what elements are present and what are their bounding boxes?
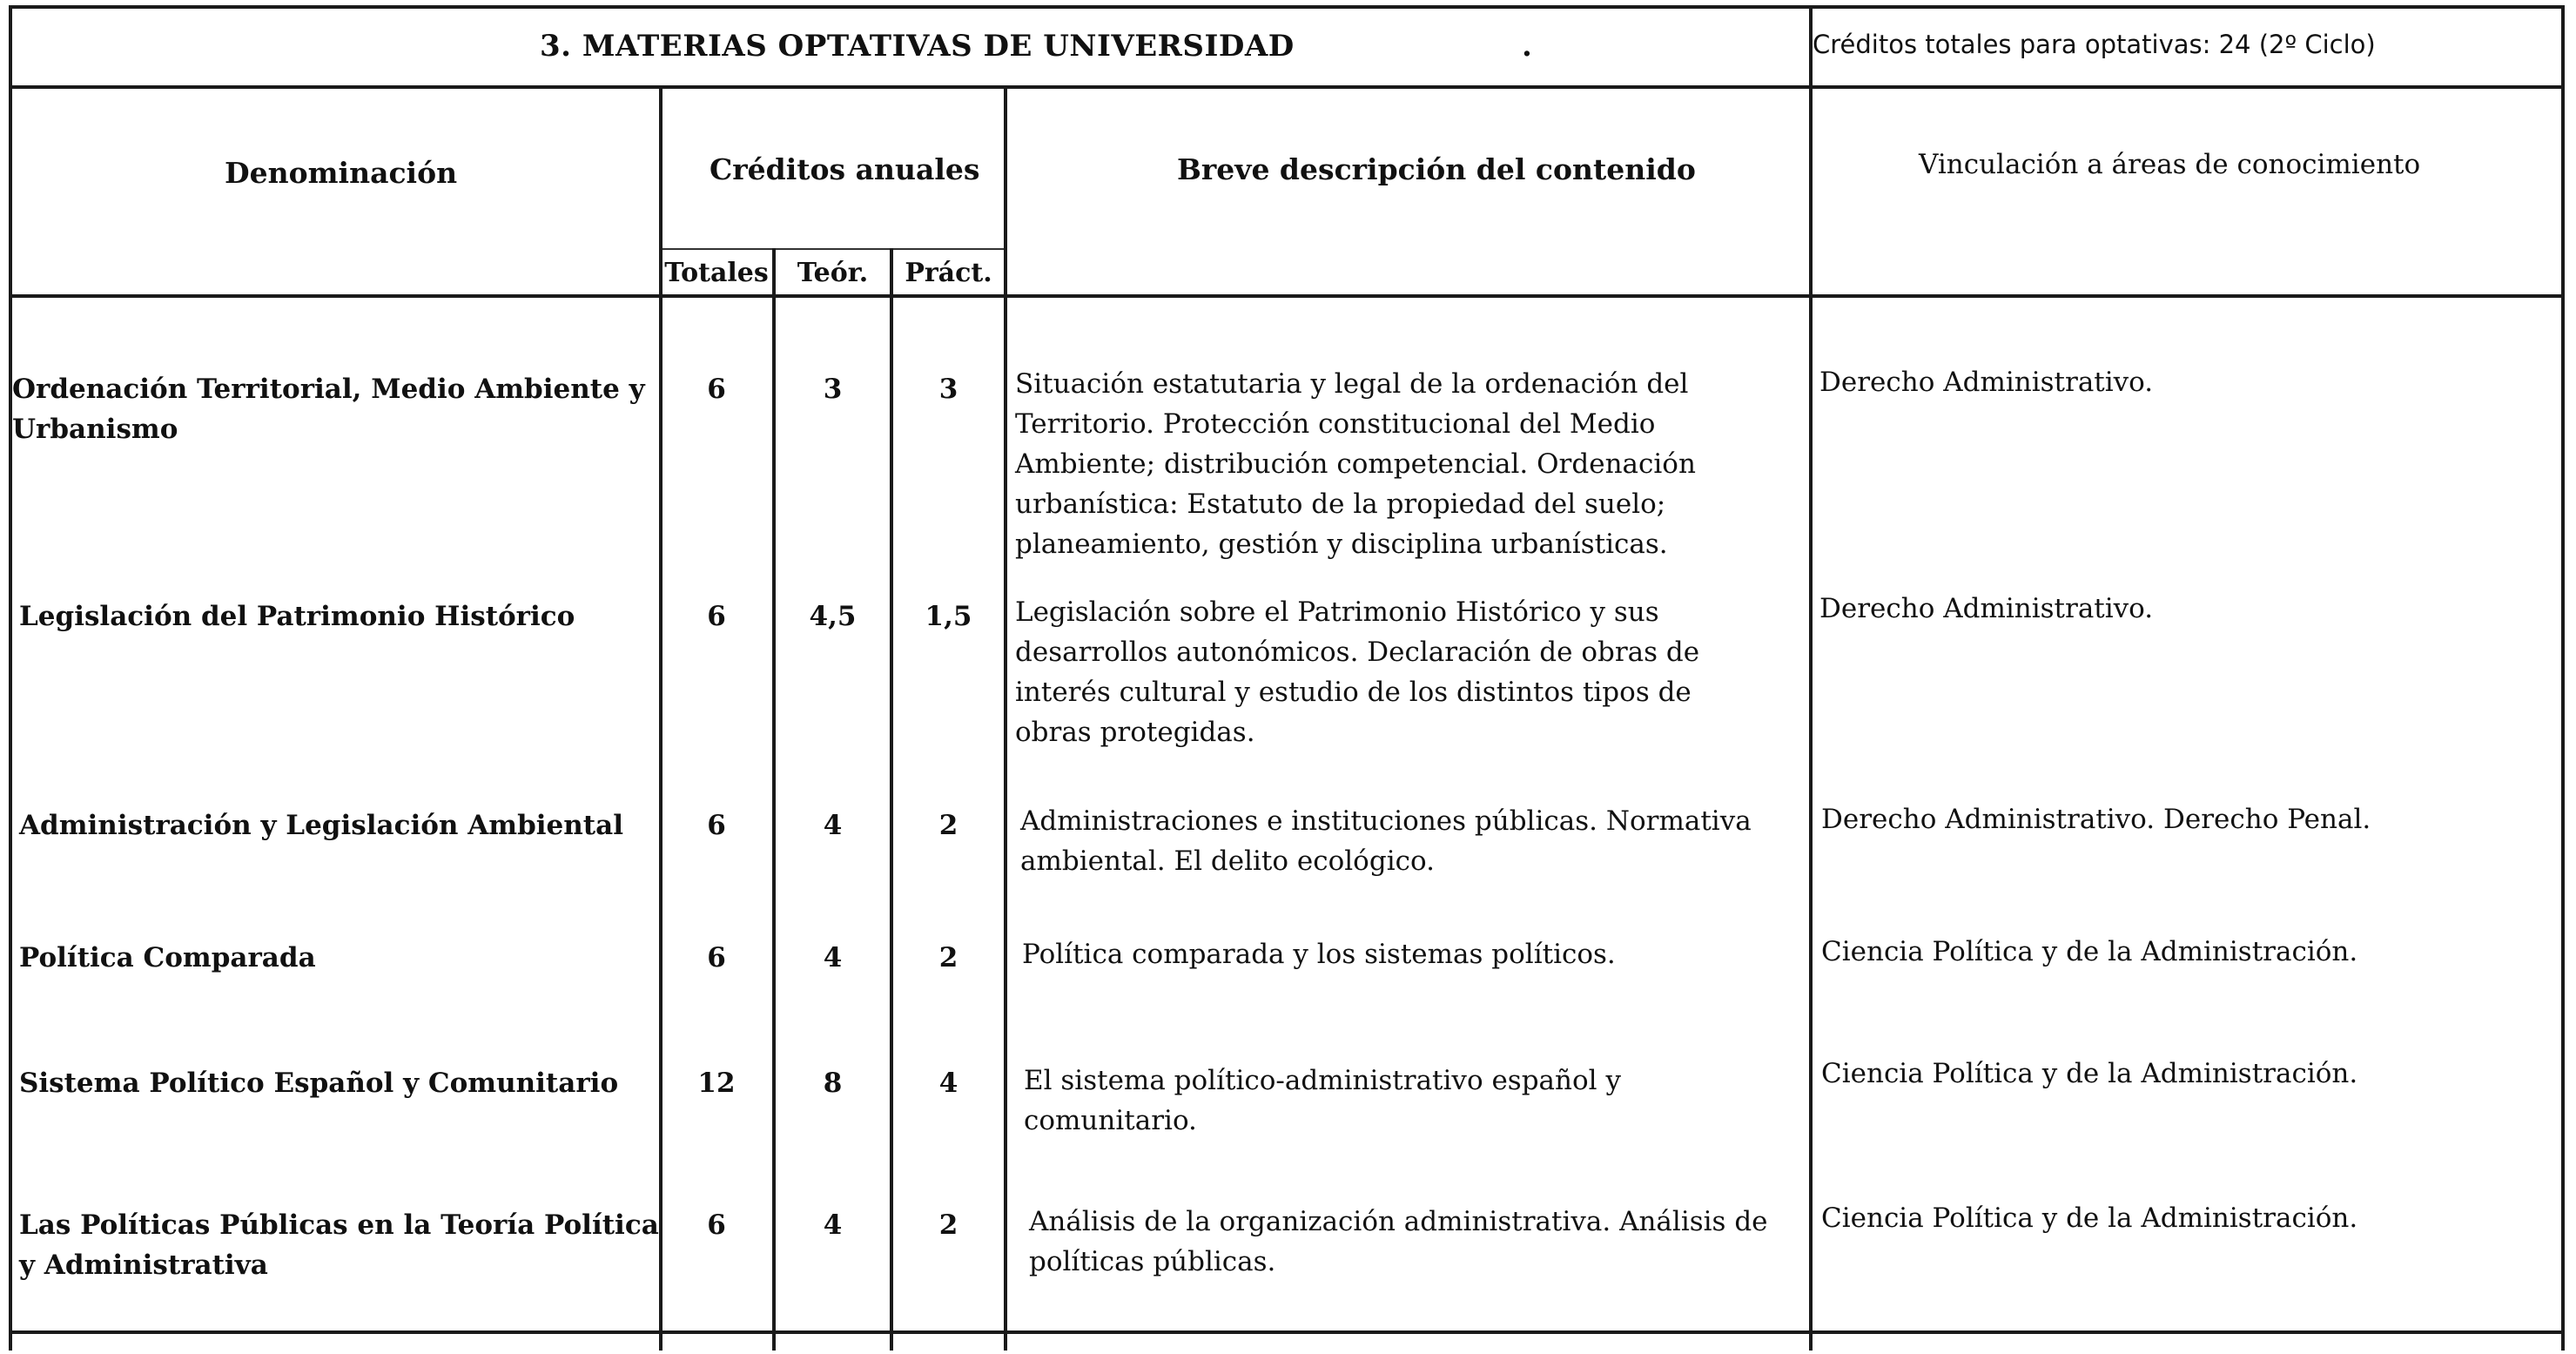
row-1-totales: 6	[707, 374, 726, 405]
row-3-denominacion: Administración y Legislación Ambiental	[19, 810, 623, 841]
row-6-teor: 4	[823, 1209, 843, 1241]
credits-subheader-divider	[659, 248, 1007, 250]
header-descripcion: Breve descripción del contenido	[1177, 152, 1696, 186]
row-4-pract: 2	[938, 942, 958, 973]
title-row-divider	[9, 85, 2565, 89]
row-6-denominacion: Las Políticas Públicas en la Teoría Política y Administrativa	[19, 1209, 659, 1281]
row-3-vinculacion: Derecho Administrativo. Derecho Penal.	[1821, 804, 2371, 835]
row-1-descripcion: Situación estatutaria y legal de la ordenación del Territorio. Protección constitucional del Medio Ambiente; distribución competencial. Ordenación urbanística: Estatuto de la propiedad del suelo; planeamiento, gestión y disciplina urbanísticas.	[1015, 368, 1696, 560]
row-1-denominacion: Ordenación Territorial, Medio Ambiente y Urbanismo	[12, 374, 645, 445]
row-1-pract: 3	[938, 374, 958, 405]
row-3-totales: 6	[707, 810, 726, 841]
row-2-pract: 1,5	[925, 601, 972, 632]
section-title: 3. MATERIAS OPTATIVAS DE UNIVERSIDAD	[540, 29, 1295, 64]
row-4-vinculacion: Ciencia Política y de la Administración.	[1821, 936, 2358, 967]
header-row-divider	[9, 294, 2565, 298]
row-4-denominacion: Política Comparada	[19, 942, 316, 973]
row-5-totales: 12	[697, 1068, 736, 1099]
row-6-pract: 2	[938, 1209, 958, 1241]
table-right-border	[2561, 5, 2565, 1351]
row-3-pract: 2	[938, 810, 958, 841]
row-4-totales: 6	[707, 942, 726, 973]
row-2-denominacion: Legislación del Patrimonio Histórico	[19, 601, 575, 632]
section-title-dot: .	[1522, 29, 1533, 64]
row-3-teor: 4	[823, 810, 843, 841]
header-pract: Práct.	[905, 258, 992, 288]
row-6-vinculacion: Ciencia Política y de la Administración.	[1821, 1202, 2358, 1234]
row-2-totales: 6	[707, 601, 726, 632]
row-1-vinculacion: Derecho Administrativo.	[1819, 367, 2154, 398]
header-vinculacion: Vinculación a áreas de conocimiento	[1919, 149, 2421, 180]
table-top-border	[9, 5, 2565, 9]
table-bottom-border	[9, 1330, 2565, 1334]
row-5-denominacion: Sistema Político Español y Comunitario	[19, 1068, 619, 1099]
header-teor: Teór.	[797, 258, 869, 288]
col-sep-pract	[1004, 85, 1007, 1351]
col-sep-descripcion	[1809, 5, 1813, 1351]
row-6-totales: 6	[707, 1209, 726, 1241]
row-4-teor: 4	[823, 942, 843, 973]
header-denominacion: Denominación	[225, 156, 458, 190]
table-left-border	[9, 5, 12, 1351]
header-creditos-anuales: Créditos anuales	[710, 152, 980, 186]
col-sep-teor	[890, 248, 893, 1351]
credits-total-note: Créditos totales para optativas: 24 (2º Ciclo)	[1813, 30, 2376, 59]
row-6-descripcion: Análisis de la organización administrativa. Análisis de políticas públicas.	[1029, 1206, 1768, 1277]
row-5-pract: 4	[938, 1068, 958, 1099]
row-5-vinculacion: Ciencia Política y de la Administración.	[1821, 1058, 2358, 1089]
row-1-teor: 3	[823, 374, 843, 405]
row-5-teor: 8	[823, 1068, 843, 1099]
row-4-descripcion: Política comparada y los sistemas políticos.	[1022, 939, 1616, 970]
row-2-teor: 4,5	[809, 601, 857, 632]
col-sep-totales	[772, 248, 776, 1351]
row-5-descripcion: El sistema político-administrativo español y comunitario.	[1024, 1065, 1621, 1136]
row-2-vinculacion: Derecho Administrativo.	[1819, 593, 2154, 624]
row-3-descripcion: Administraciones e instituciones públicas. Normativa ambiental. El delito ecológico.	[1020, 805, 1752, 877]
row-2-descripcion: Legislación sobre el Patrimonio Histórico y sus desarrollos autonómicos. Declaración de obras de interés cultural y estudio de los distintos tipos de obras protegidas.	[1015, 596, 1700, 748]
header-totales: Totales	[664, 258, 769, 288]
